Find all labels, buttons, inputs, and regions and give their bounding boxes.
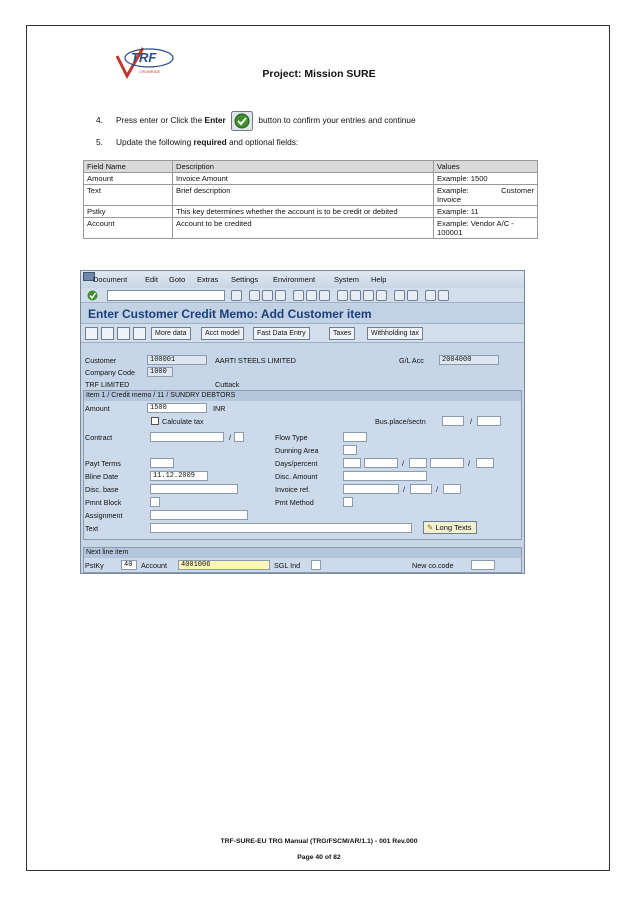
assignment-label: Assignment [85,511,123,520]
table-header-row [84,161,538,173]
svg-text:TRF: TRF [131,50,157,65]
menu-goto[interactable]: Goto [169,275,186,284]
table-row: Amount Invoice Amount Example: 1500 [84,173,538,185]
flow-type-input[interactable] [343,432,367,442]
pencil-icon: ✎ [427,523,434,532]
new-session-icon[interactable] [394,290,405,301]
menu-extras[interactable]: Extras [197,275,219,284]
pmt-method-label: Pmt Method [275,498,314,507]
gl-acc-field: 2004000 [439,355,499,365]
step-4: 4. Press enter or Click the Enter button to confirm your entries and continue [96,111,416,131]
overview-icon[interactable] [85,327,98,340]
payt-terms-input[interactable] [150,458,174,468]
amount-input[interactable]: 1500 [147,403,207,413]
svg-text:CRONRIDE: CRONRIDE [139,69,161,74]
gl-acc-label: G/L Acc [399,356,424,365]
dunning-area-label: Dunning Area [275,446,319,455]
menu-document[interactable]: Document [93,275,128,284]
calculate-tax-checkbox[interactable] [151,417,159,425]
sap-title-bar [81,304,524,324]
first-page-icon[interactable] [337,290,348,301]
header-field-name: Field Name [84,161,173,173]
back-icon[interactable] [249,290,260,301]
bus-place-label: Bus.place/sectn [375,417,426,426]
percent1-input[interactable] [364,458,398,468]
cancel-icon[interactable] [275,290,286,301]
pmnt-block-label: Pmnt Block [85,498,122,507]
table-row: Pstky This key determines whether the account is to be credit or debited Example: 11 [84,206,538,218]
header-values: Values [434,161,538,173]
sap-application-toolbar [81,324,524,343]
days-percent-label: Days/percent [275,459,318,468]
percent2-input[interactable] [430,458,464,468]
bline-date-label: Bline Date [85,472,119,481]
disc-base-label: Disc. base [85,485,119,494]
contract-input[interactable] [150,432,224,442]
bline-date-input[interactable]: 11.12.2009 [150,471,208,481]
copy-icon[interactable] [133,327,146,340]
customer-name: AARTI STEELS LIMITED [215,356,296,365]
invoice-ref-label: Invoice ref. [275,485,311,494]
flow-type-label: Flow Type [275,433,308,442]
exit-icon[interactable] [262,290,273,301]
footer-page-number: Page 40 of 82 [297,854,341,861]
next-item-icon[interactable] [117,327,130,340]
company-name: TRF LIMITED [85,380,130,389]
enter-icon[interactable] [87,290,98,301]
step-5: 5. Update the following required and optional fields: [96,137,299,147]
company-city: Cuttack [215,380,240,389]
days-net-input[interactable] [476,458,494,468]
new-co-code-label: New co.code [412,561,454,570]
days1-input[interactable] [343,458,361,468]
pstky-label: PstKy [85,561,104,570]
contract-type-input[interactable] [234,432,244,442]
save-icon[interactable] [231,290,242,301]
screen-title: Enter Customer Credit Memo: Add Customer item [88,307,372,321]
previous-item-icon[interactable] [101,327,114,340]
days2-input[interactable] [409,458,427,468]
invoice-item-input[interactable] [443,484,461,494]
currency-label: INR [213,404,226,413]
menu-edit[interactable]: Edit [145,275,158,284]
amount-label: Amount [85,404,110,413]
account-label: Account [141,561,167,570]
sap-standard-toolbar [81,288,524,303]
dunning-area-input[interactable] [343,445,357,455]
table-row: Text Brief description Example: Customer Invoice [84,185,538,206]
fast-data-entry-button[interactable]: Fast Data Entry [253,327,310,340]
acct-model-button[interactable]: Acct model [201,327,244,340]
invoice-year-input[interactable] [410,484,432,494]
menu-system[interactable]: System [334,275,360,284]
item-group-title: Item 1 / Credit memo / 11 / SUNDRY DEBTORS [84,391,521,401]
bus-place-input[interactable] [442,416,464,426]
menu-settings[interactable]: Settings [231,275,259,284]
table-row: Account Account to be credited Example: Vendor A/C - 100001 [84,218,538,239]
last-page-icon[interactable] [376,290,387,301]
sap-screenshot: Document Edit Goto Extras Settings Environment System Help Enter Customer Credit Memo: Add Customer item More data Acct model Fast Data Entry Taxes Withholding tax Customer 100001 AARTI STEELS LIMITED G/L Acc 2004000 Company Code 1000 TRF LIMITED Cuttack Item 1 / Credit memo / 11 / SUNDRY DEBTORS Amount 1500 INR Calculate tax Bus.place/sectn / Contract / Flow Type Dunning Area Payt Terms Days/percent / / Bline Date 11.12.2009 Disc. Amount Disc. base Invoice ref. / / Pmnt Block Pmt Method Assignment Text ✎ Long Texts Next line item PstKy 40 Account 4001006 SGL Ind New co.code [80,270,525,574]
help-icon[interactable] [425,290,436,301]
account-input[interactable]: 4001006 [178,560,270,570]
customer-field: 100001 [147,355,207,365]
enter-check-icon [231,111,253,131]
payt-terms-label: Payt Terms [85,459,121,468]
previous-page-icon[interactable] [350,290,361,301]
customer-label: Customer [85,356,117,365]
menu-help[interactable]: Help [371,275,387,284]
pmnt-block-input[interactable] [150,497,160,507]
withholding-tax-button[interactable]: Withholding tax [367,327,423,340]
find-next-icon[interactable] [319,290,330,301]
sgl-ind-label: SGL Ind [274,561,301,570]
disc-amount-label: Disc. Amount [275,472,318,481]
next-page-icon[interactable] [363,290,374,301]
disc-base-input[interactable] [150,484,238,494]
text-input[interactable] [150,523,412,533]
menu-environment[interactable]: Environment [273,275,316,284]
contract-label: Contract [85,433,113,442]
pmt-method-input[interactable] [343,497,353,507]
invoice-ref-input[interactable] [343,484,399,494]
new-co-code-input[interactable] [471,560,495,570]
calculate-tax-label: Calculate tax [162,417,204,426]
taxes-button[interactable]: Taxes [329,327,355,340]
more-data-button[interactable]: More data [151,327,191,340]
assignment-input[interactable] [150,510,248,520]
shortcut-icon[interactable] [407,290,418,301]
print-icon[interactable] [293,290,304,301]
footer-manual: TRF-SURE-EU TRG Manual (TRG/FSCM/AR/1.1) - 001 Rev.000 [220,838,418,845]
fields-table [83,160,538,239]
section-input[interactable] [477,416,501,426]
next-line-item-title: Next line item [84,548,521,558]
disc-amount-input[interactable] [343,471,427,481]
company-code-label: Company Code [85,368,135,377]
find-icon[interactable] [306,290,317,301]
header-description: Description [173,161,434,173]
company-code-field: 1000 [147,367,173,377]
text-label: Text [85,524,99,533]
command-field[interactable] [107,290,225,301]
layout-icon[interactable] [438,290,449,301]
sap-menubar [81,271,524,288]
pstky-input[interactable]: 40 [121,560,137,570]
sgl-ind-input[interactable] [311,560,321,570]
project-title: Project: Mission SURE [262,68,376,80]
long-texts-button[interactable]: ✎ Long Texts [423,521,477,534]
